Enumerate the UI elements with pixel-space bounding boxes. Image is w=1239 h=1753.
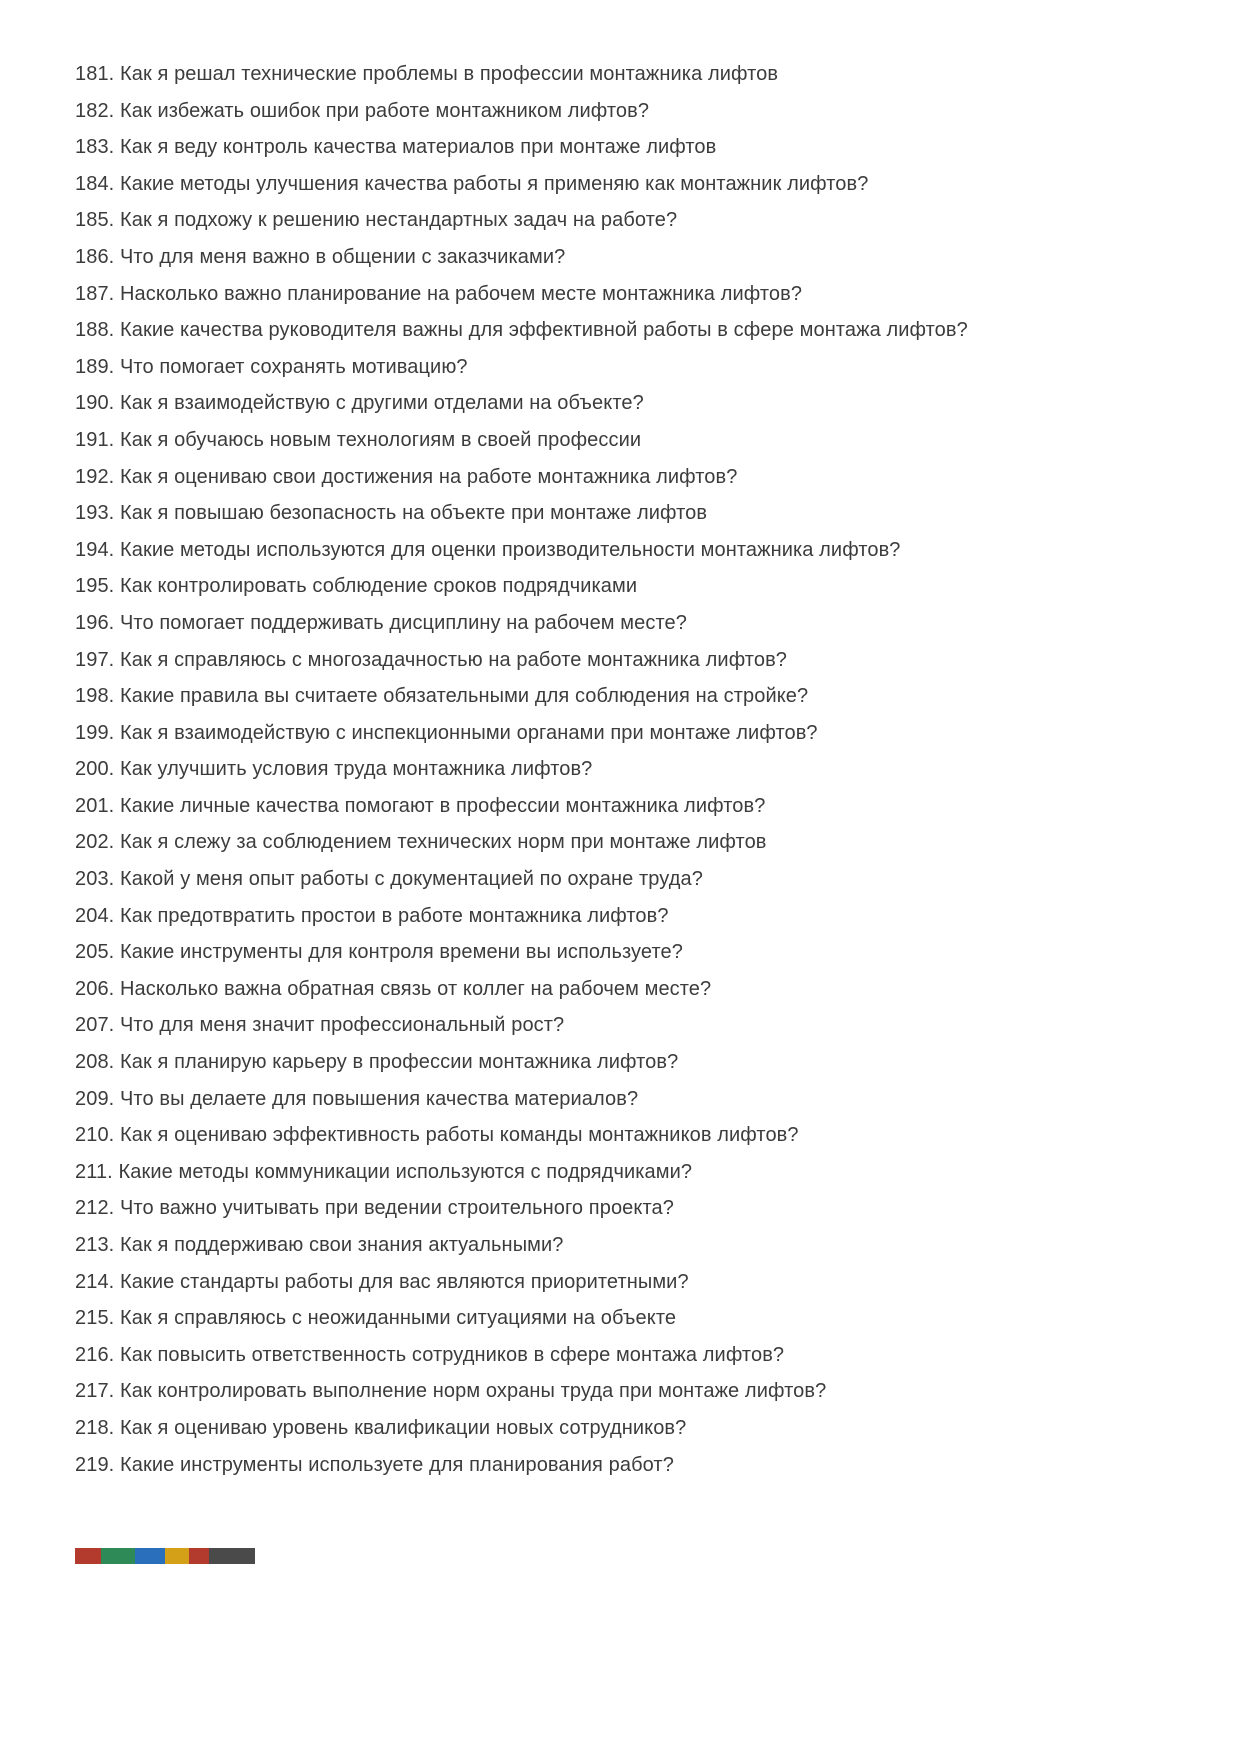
- question-number: 198.: [75, 685, 115, 708]
- question-text: Как я планирую карьеру в профессии монтажника лифтов?: [120, 1051, 679, 1074]
- question-text: Какие стандарты работы для вас являются приоритетными?: [120, 1270, 689, 1293]
- list-item: [75, 422, 1007, 459]
- question-number: 195.: [75, 575, 115, 598]
- list-item: [75, 1227, 1007, 1264]
- list-item: [75, 312, 1007, 349]
- question-text: Как я обучаюсь новым технологиям в своей профессии: [120, 428, 642, 451]
- question-number: 202.: [75, 831, 115, 854]
- list-item: [75, 1447, 1007, 1484]
- list-item: [75, 1081, 1007, 1118]
- question-text: Как я поддерживаю свои знания актуальными?: [120, 1234, 564, 1256]
- question-number: 190.: [75, 392, 115, 415]
- question-text: Как я оцениваю эффективность работы команды монтажников лифтов?: [120, 1124, 799, 1147]
- question-number: 212.: [75, 1197, 115, 1220]
- question-number: 201.: [75, 794, 115, 817]
- strip-segment: [209, 1548, 255, 1564]
- list-item: [75, 715, 1007, 752]
- question-text: Как я слежу за соблюдением технических норм при монтаже лифтов: [120, 831, 767, 854]
- question-text: Какие правила вы считаете обязательными для соблюдения на стройке?: [120, 685, 809, 708]
- list-item: [75, 751, 1007, 788]
- question-text: Что важно учитывать при ведении строительного проекта?: [120, 1197, 674, 1220]
- list-item: [75, 202, 1007, 239]
- list-item: [75, 788, 1007, 825]
- list-item: [75, 129, 1007, 166]
- question-number: 213.: [75, 1234, 115, 1256]
- list-item: [75, 605, 1007, 642]
- question-number: 200.: [75, 758, 115, 781]
- question-number: 214.: [75, 1270, 115, 1293]
- list-item: [75, 1190, 1007, 1227]
- question-number: 208.: [75, 1051, 115, 1074]
- question-text: Что для меня важно в общении с заказчиками?: [120, 245, 566, 268]
- strip-segment: [101, 1548, 135, 1564]
- question-number: 191.: [75, 428, 115, 451]
- question-text: Как я подхожу к решению нестандартных задач на работе?: [120, 209, 678, 232]
- question-text: Какие инструменты используете для планирования работ?: [120, 1453, 674, 1476]
- question-text: Как улучшить условия труда монтажника лифтов?: [120, 758, 593, 781]
- question-number: 199.: [75, 721, 115, 744]
- question-text: Как я веду контроль качества материалов при монтаже лифтов: [120, 136, 717, 159]
- question-text: Как я справляюсь с неожиданными ситуациями на объекте: [120, 1307, 677, 1330]
- list-item: [75, 459, 1007, 496]
- question-text: Как я повышаю безопасность на объекте при монтаже лифтов: [120, 502, 708, 525]
- list-item: [75, 1337, 1007, 1374]
- question-text: Какие методы улучшения качества работы я применяю как монтажник лифтов?: [120, 172, 869, 195]
- question-text: Как я оцениваю уровень квалификации новых сотрудников?: [120, 1416, 687, 1439]
- question-text: Как я взаимодействую с инспекционными органами при монтаже лифтов?: [120, 721, 818, 744]
- strip-segment: [189, 1548, 209, 1564]
- question-number: 181.: [75, 63, 115, 85]
- question-number: 216.: [75, 1343, 115, 1366]
- strip-segment: [165, 1548, 189, 1564]
- question-number: 197.: [75, 648, 115, 671]
- strip-segment: [75, 1548, 101, 1564]
- list-item: [75, 276, 1007, 313]
- list-item: [75, 56, 1007, 93]
- question-number: 196.: [75, 611, 115, 634]
- question-number: 193.: [75, 502, 115, 525]
- question-number: 203.: [75, 868, 115, 891]
- question-list: [75, 56, 1007, 1483]
- list-item: [75, 934, 1007, 971]
- list-item: [75, 1264, 1007, 1301]
- question-number: 205.: [75, 941, 115, 964]
- question-number: 211.: [75, 1160, 113, 1183]
- list-item: [75, 898, 1007, 935]
- question-number: 217.: [75, 1380, 115, 1403]
- question-text: Что помогает сохранять мотивацию?: [120, 355, 468, 378]
- list-item: [75, 861, 1007, 898]
- question-number: 215.: [75, 1307, 115, 1330]
- question-number: 184.: [75, 172, 115, 195]
- question-text: Как я взаимодействую с другими отделами на объекте?: [120, 392, 644, 415]
- question-number: 209.: [75, 1087, 115, 1110]
- list-item: [75, 1373, 1007, 1410]
- question-number: 192.: [75, 465, 115, 488]
- question-number: 210.: [75, 1124, 115, 1147]
- list-item: [75, 568, 1007, 605]
- list-item: [75, 239, 1007, 276]
- list-item: [75, 1117, 1007, 1154]
- question-text: Как избежать ошибок при работе монтажником лифтов?: [120, 99, 650, 122]
- question-number: 182.: [75, 99, 115, 122]
- list-item: [75, 678, 1007, 715]
- list-item: [75, 166, 1007, 203]
- list-item: [75, 971, 1007, 1008]
- question-text: Какие инструменты для контроля времени вы используете?: [120, 941, 683, 964]
- partial-bottom-strip: [75, 1548, 255, 1564]
- question-text: Какие личные качества помогают в профессии монтажника лифтов?: [120, 794, 766, 817]
- question-text: Как я справляюсь с многозадачностью на работе монтажника лифтов?: [120, 648, 788, 671]
- question-text: Как повысить ответственность сотрудников в сфере монтажа лифтов?: [120, 1343, 785, 1366]
- question-text: Какие методы используются для оценки производительности монтажника лифтов?: [120, 538, 901, 561]
- list-item: [75, 349, 1007, 386]
- question-number: 189.: [75, 355, 115, 378]
- question-text: Какой у меня опыт работы с документацией по охране труда?: [120, 868, 703, 891]
- question-number: 185.: [75, 209, 115, 232]
- list-item: [75, 385, 1007, 422]
- list-item: [75, 1410, 1007, 1447]
- list-item: [75, 1300, 1007, 1337]
- strip-segment: [135, 1548, 165, 1564]
- question-text: Что помогает поддерживать дисциплину на рабочем месте?: [120, 611, 687, 634]
- question-text: Как контролировать выполнение норм охраны труда при монтаже лифтов?: [120, 1380, 827, 1403]
- question-text: Насколько важна обратная связь от коллег на рабочем месте?: [120, 977, 712, 1000]
- question-number: 206.: [75, 977, 115, 1000]
- list-item: [75, 495, 1007, 532]
- question-text: Какие качества руководителя важны для эффективной работы в сфере монтажа лифтов?: [120, 319, 968, 342]
- question-number: 188.: [75, 319, 115, 342]
- list-item: [75, 1007, 1007, 1044]
- question-number: 218.: [75, 1416, 115, 1439]
- question-text: Как контролировать соблюдение сроков подрядчиками: [120, 575, 638, 598]
- list-item: [75, 824, 1007, 861]
- question-number: 204.: [75, 904, 115, 927]
- question-text: Какие методы коммуникации используются с подрядчиками?: [118, 1160, 693, 1183]
- question-number: 194.: [75, 538, 115, 561]
- question-text: Что для меня значит профессиональный рост?: [120, 1014, 565, 1037]
- question-number: 183.: [75, 136, 115, 159]
- list-item: [75, 532, 1007, 569]
- list-item: [75, 93, 1007, 130]
- list-item: [75, 1044, 1007, 1081]
- question-number: 187.: [75, 282, 115, 305]
- question-number: 219.: [75, 1453, 115, 1476]
- question-text: Насколько важно планирование на рабочем месте монтажника лифтов?: [120, 282, 803, 305]
- question-text: Как я решал технические проблемы в профессии монтажника лифтов: [120, 63, 779, 85]
- question-text: Как я оцениваю свои достижения на работе монтажника лифтов?: [120, 465, 738, 488]
- question-text: Что вы делаете для повышения качества материалов?: [120, 1087, 639, 1110]
- question-text: Как предотвратить простои в работе монтажника лифтов?: [120, 904, 669, 927]
- list-item: [75, 1154, 1007, 1191]
- question-number: 186.: [75, 245, 115, 268]
- question-number: 207.: [75, 1014, 115, 1037]
- list-item: [75, 642, 1007, 679]
